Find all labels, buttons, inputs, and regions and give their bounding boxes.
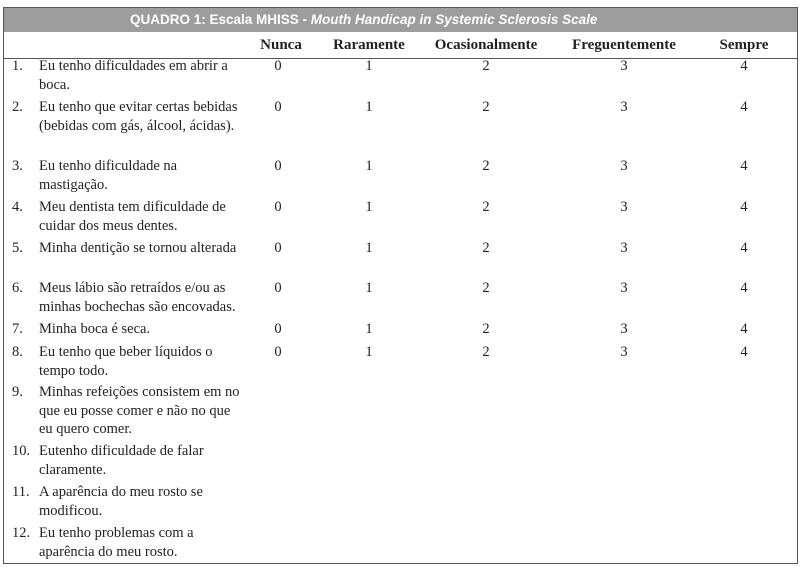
value-freguentemente: 3 [620,321,628,337]
value-raramente: 1 [365,199,373,215]
row-number: 12. [12,525,31,541]
row-text: Eu tenho que evitar certas bebidas (bebidas com gás, álcool, ácidas). [39,99,238,134]
value-raramente: 1 [365,240,373,256]
row-text: Minhas refeições consistem em no que eu posse comer e não no que eu quero comer. [39,384,240,437]
row-text: Meus lábio são retraídos e/ou as minhas bochechas são encovadas. [39,280,236,315]
value-nunca: 0 [274,344,282,360]
row-text: Eu tenho dificuldade na mastigação. [39,158,178,193]
row-text: Eutenho dificuldade de falar claramente. [39,443,204,478]
value-raramente: 1 [365,58,373,74]
value-ocasionalmente: 2 [482,280,490,296]
value-freguentemente: 3 [620,99,628,115]
row-number: 3. [12,158,23,174]
row-number: 8. [12,344,23,360]
value-sempre: 4 [740,280,748,296]
value-freguentemente: 3 [620,240,628,256]
row-number: 6. [12,280,23,296]
row-text: A aparência do meu rosto se modificou. [39,484,203,519]
value-sempre: 4 [740,58,748,74]
value-sempre: 4 [740,321,748,337]
value-sempre: 4 [740,344,748,360]
value-raramente: 1 [365,158,373,174]
row-text: Eu tenho problemas com a aparência do meu rosto. [39,525,194,560]
row-text: Minha dentição se tornou alterada [39,240,237,256]
value-freguentemente: 3 [620,344,628,360]
value-ocasionalmente: 2 [482,344,490,360]
value-ocasionalmente: 2 [482,199,490,215]
row-number: 1. [12,58,23,74]
value-nunca: 0 [274,240,282,256]
row-text: Minha boca é seca. [39,321,151,337]
value-sempre: 4 [740,240,748,256]
column-header-raramente: Raramente [333,37,405,53]
value-freguentemente: 3 [620,280,628,296]
title-prefix: QUADRO 1: Escala MHISS - [130,12,311,27]
column-header-freguentemente: Freguentemente [572,37,676,53]
table-header [4,32,797,59]
value-freguentemente: 3 [620,158,628,174]
row-number: 2. [12,99,23,115]
value-sempre: 4 [740,99,748,115]
value-nunca: 0 [274,58,282,74]
value-raramente: 1 [365,99,373,115]
value-nunca: 0 [274,99,282,115]
value-nunca: 0 [274,321,282,337]
value-freguentemente: 3 [620,58,628,74]
column-header-sempre: Sempre [719,37,769,53]
row-number: 5. [12,240,23,256]
value-raramente: 1 [365,321,373,337]
value-ocasionalmente: 2 [482,99,490,115]
value-ocasionalmente: 2 [482,321,490,337]
value-ocasionalmente: 2 [482,58,490,74]
row-number: 10. [12,443,31,459]
value-raramente: 1 [365,280,373,296]
row-number: 7. [12,321,23,337]
value-freguentemente: 3 [620,199,628,215]
row-number: 9. [12,384,23,400]
row-text: Meu dentista tem dificuldade de cuidar dos meus dentes. [39,199,226,234]
column-header-ocasionalmente: Ocasionalmente [434,37,538,53]
table-frame [3,7,798,564]
table-title [4,8,797,32]
value-raramente: 1 [365,344,373,360]
row-number: 4. [12,199,23,215]
value-sempre: 4 [740,199,748,215]
value-nunca: 0 [274,158,282,174]
value-sempre: 4 [740,158,748,174]
value-ocasionalmente: 2 [482,240,490,256]
column-header-nunca: Nunca [260,37,302,53]
row-text: Eu tenho dificuldades em abrir a boca. [39,58,228,93]
row-text: Eu tenho que beber líquidos o tempo todo. [39,344,213,379]
value-nunca: 0 [274,199,282,215]
row-number: 11. [12,484,30,500]
value-nunca: 0 [274,280,282,296]
title-italic: Mouth Handicap in Systemic Sclerosis Scale [310,12,598,27]
value-ocasionalmente: 2 [482,158,490,174]
